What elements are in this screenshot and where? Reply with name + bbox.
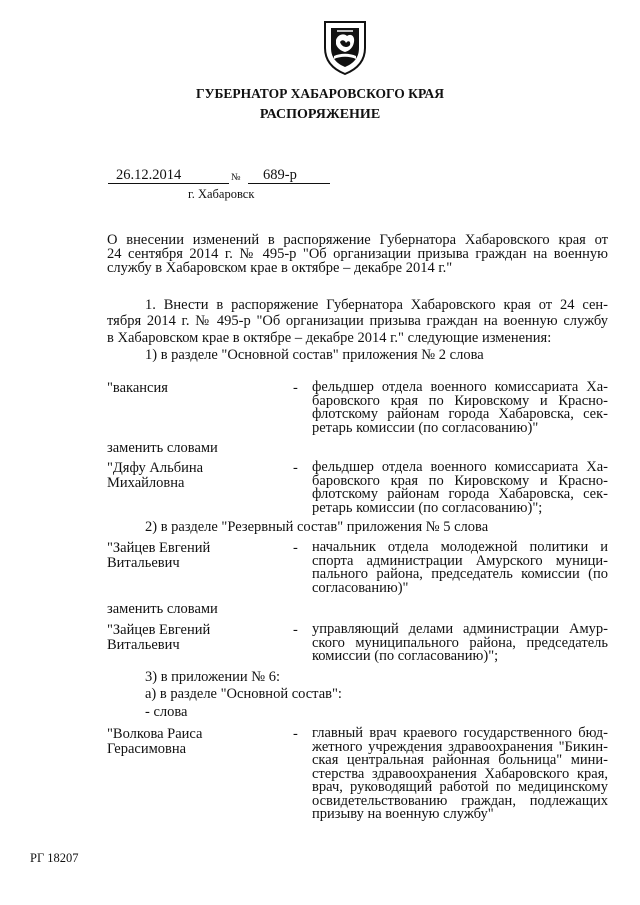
document-date: 26.12.2014 bbox=[116, 167, 182, 183]
entry-name: "Дяфу Альбина Михайловна bbox=[107, 460, 204, 491]
number-sign: № bbox=[231, 172, 241, 183]
subject-line: О внесении изменений в распоряжение Губернатора Хабаровского края от bbox=[107, 232, 608, 248]
entry-name: "Волкова Раиса Герасимовна bbox=[107, 726, 203, 757]
entry-dash: - bbox=[293, 726, 298, 742]
entry-dash: - bbox=[293, 460, 298, 476]
subitem-3a: а) в разделе "Основной состав": bbox=[145, 686, 342, 702]
replace-phrase: заменить словами bbox=[107, 440, 218, 456]
entry-name: "вакансия bbox=[107, 380, 168, 396]
subitem-3: 3) в приложении № 6: bbox=[145, 669, 280, 685]
date-underline bbox=[108, 183, 229, 184]
entry-name: "Зайцев Евгений Витальевич bbox=[107, 540, 211, 571]
entry-description: начальник отдела молодежной политики и спорта администрации Амурского муници- пального района, председатель комиссии (по согласованию)" bbox=[312, 539, 608, 596]
number-underline bbox=[248, 183, 330, 184]
item1-line: в Хабаровском крае в октябре – декабре 2014 г." следующие изменения: bbox=[107, 330, 552, 346]
document-number: 689-р bbox=[263, 167, 297, 183]
entry-description: фельдшер отдела военного комиссариата Ха- баровского края по Кировскому и Красно- флотскому районам города Хабаровска, сек- ретарь комиссии (по согласованию)" bbox=[312, 379, 608, 436]
subitem-1: 1) в разделе "Основной состав" приложения № 2 слова bbox=[145, 347, 484, 363]
khabarovsk-coat-of-arms-icon bbox=[322, 18, 368, 76]
authority-title: ГУБЕРНАТОР ХАБАРОВСКОГО КРАЯ bbox=[196, 86, 444, 101]
entry-dash: - bbox=[293, 540, 298, 556]
document-type: РАСПОРЯЖЕНИЕ bbox=[259, 107, 381, 122]
entry-description: фельдшер отдела военного комиссариата Ха- баровского края по Кировскому и Красно- флотскому районам города Хабаровска, сек- ретарь комиссии (по согласованию)"; bbox=[312, 459, 608, 516]
replace-phrase: заменить словами bbox=[107, 601, 218, 617]
subject-line: службу в Хабаровском крае в октябре – декабре 2014 г." bbox=[107, 260, 453, 276]
entry-description: управляющий делами администрации Амур- ского муниципального района, председатель комиссии (по согласованию)"; bbox=[312, 621, 608, 664]
entry-name: "Зайцев Евгений Витальевич bbox=[107, 622, 211, 653]
entry-dash: - bbox=[293, 380, 298, 396]
item1-line: тября 2014 г. № 495-р "Об организации призыва граждан на военную службу bbox=[107, 313, 608, 329]
entry-dash: - bbox=[293, 622, 298, 638]
entry-description: главный врач краевого государственного бюд- жетного учреждения здравоохранения "Бикин- ская центральная районная больница" мини- стерства здравоохранения Хабаровского края, врач, руководящий работой по медицинскому освидетельствованию граждан, подлежащих призыву на военную службу" bbox=[312, 725, 608, 822]
document-city: г. Хабаровск bbox=[188, 187, 255, 201]
footer-code: РГ 18207 bbox=[30, 851, 79, 865]
subitem-3a-words: - слова bbox=[145, 704, 188, 720]
subitem-2: 2) в разделе "Резервный состав" приложения № 5 слова bbox=[145, 519, 489, 535]
item1-line: 1. Внести в распоряжение Губернатора Хабаровского края от 24 сен- bbox=[145, 297, 608, 313]
subject-line: 24 сентября 2014 г. № 495-р "Об организации призыва граждан на военную bbox=[107, 246, 608, 262]
